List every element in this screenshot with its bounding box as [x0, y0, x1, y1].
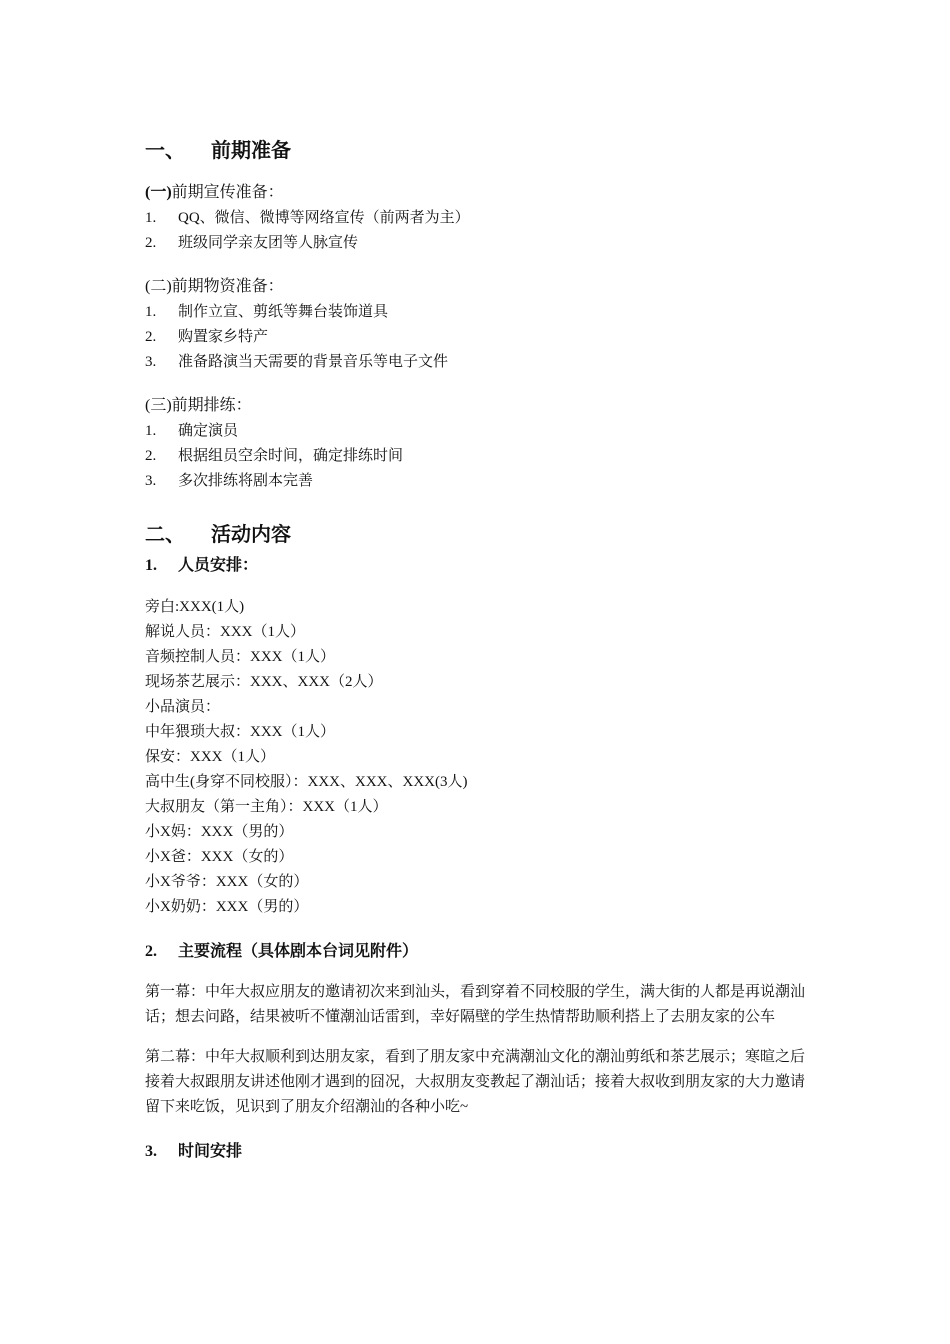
section-heading-prep [145, 136, 815, 166]
list-text: 确定演员 [178, 423, 239, 439]
heading-number: 2. [145, 943, 157, 960]
list-item [145, 300, 815, 325]
list-text: 购置家乡特产 [178, 329, 269, 345]
heading-title: 时间安排 [178, 1143, 243, 1160]
list-number: 2. [145, 329, 157, 345]
heading-schedule [145, 1138, 815, 1166]
list-text: 班级同学亲友团等人脉宣传 [178, 235, 359, 251]
list-number: 3. [145, 473, 157, 489]
staff-line: 保安：XXX（1人） [145, 749, 275, 765]
document-content [145, 136, 815, 1166]
subheading-title: 前期宣传准备： [171, 184, 284, 201]
list-text: 多次排练将剧本完善 [178, 473, 314, 489]
subheading-number: (三) [145, 397, 172, 414]
staff-line: 音频控制人员：XXX（1人） [145, 649, 335, 665]
staff-line: 中年猥琐大叔：XXX（1人） [145, 724, 335, 740]
act-two-paragraph: 第二幕：中年大叔顺利到达朋友家，看到了朋友家中充满潮汕文化的潮汕剪纸和茶艺展示；寒暄之后接着大叔跟朋友讲述他刚才遇到的囧况，大叔朋友变教起了潮汕话；接着大叔收到朋友家的大力邀请留下来吃饭，见识到了朋友介绍潮汕的各种小吃~ [145, 1049, 806, 1115]
list-item [145, 231, 815, 256]
list-item [145, 206, 815, 231]
subheading-rehearsal [145, 393, 815, 419]
staff-line: 小X妈：XXX（男的） [145, 824, 294, 840]
staff-line: 小X奶奶：XXX（男的） [145, 899, 309, 915]
heading-title: 人员安排： [178, 557, 259, 574]
list-text: 准备路演当天需要的背景音乐等电子文件 [178, 354, 449, 370]
list-number: 2. [145, 448, 157, 464]
list-number: 1. [145, 423, 157, 439]
list-item [145, 419, 815, 444]
staff-line: 解说人员：XXX（1人） [145, 624, 305, 640]
list-number: 1. [145, 304, 157, 320]
section-heading-activity [145, 520, 815, 550]
list-text: QQ、微信、微博等网络宣传（前两者为主） [178, 210, 470, 226]
staff-line: 旁白:XXX(1人) [145, 599, 245, 615]
list-number: 3. [145, 354, 157, 370]
section-number: 二、 [145, 524, 185, 546]
subheading-materials [145, 274, 815, 300]
heading-flow [145, 938, 815, 966]
list-item [145, 325, 815, 350]
heading-staff [145, 552, 815, 580]
act-one-paragraph: 第一幕：中年大叔应朋友的邀请初次来到汕头，看到穿着不同校服的学生，满大街的人都是再说潮汕话；想去问路，结果被听不懂潮汕话雷到，幸好隔壁的学生热情帮助顺利搭上了去朋友家的公车 [145, 984, 806, 1025]
subheading-number: (一) [145, 184, 172, 201]
section-title: 前期准备 [211, 140, 291, 162]
heading-number: 3. [145, 1143, 157, 1160]
list-item [145, 469, 815, 494]
list-text: 根据组员空余时间，确定排练时间 [178, 448, 404, 464]
list-number: 2. [145, 235, 157, 251]
section-title: 活动内容 [211, 524, 291, 546]
list-text: 制作立宣、剪纸等舞台装饰道具 [178, 304, 389, 320]
list-number: 1. [145, 210, 157, 226]
staff-line: 大叔朋友（第一主角）：XXX（1人） [145, 799, 388, 815]
subheading-number: (二) [145, 278, 172, 295]
section-number: 一、 [145, 140, 185, 162]
list-item [145, 444, 815, 469]
staff-line: 小X爷爷：XXX（女的） [145, 874, 309, 890]
heading-title: 主要流程（具体剧本台词见附件） [178, 943, 419, 960]
subheading-publicity [145, 180, 815, 206]
staff-line: 现场茶艺展示：XXX、XXX（2人） [145, 674, 383, 690]
staff-line: 小X爸：XXX（女的） [145, 849, 294, 865]
subheading-title: 前期物资准备： [171, 278, 284, 295]
subheading-title: 前期排练： [171, 397, 252, 414]
heading-number: 1. [145, 557, 157, 574]
staff-line: 高中生(身穿不同校服）：XXX、XXX、XXX(3人) [145, 774, 468, 790]
staff-line: 小品演员： [145, 699, 221, 715]
staff-list [145, 595, 815, 920]
list-item [145, 350, 815, 375]
